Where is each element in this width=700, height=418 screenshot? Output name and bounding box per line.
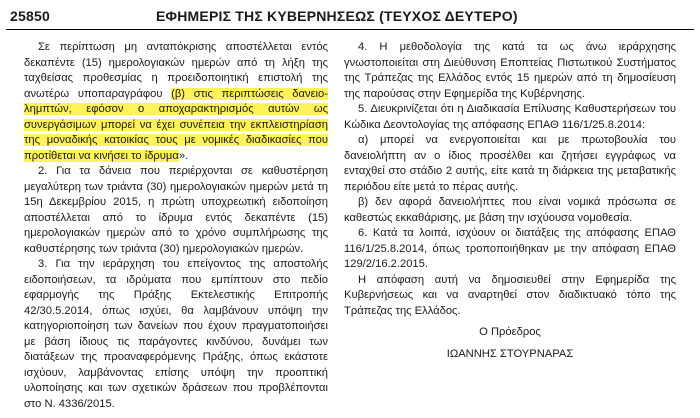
gazette-title: ΕΦΗΜΕΡΙΣ ΤΗΣ ΚΥΒΕΡΝΗΣΕΩΣ (ΤΕΥΧΟΣ ΔΕΥΤΕΡΟ) bbox=[156, 8, 518, 24]
left-column bbox=[24, 40, 328, 412]
paragraph-4: 4. Η μεθοδολογία της κατά τα ως άνω ιεράρχησης γνωστοποιείται στη Διεύθυνση Εποπτείας Πιστωτικού Συστήματος της Τράπεζας της Ελλάδος εντός 15 ημερών από τη δημοσίευση της παρούσας στην Εφημερίδα της Κυβέρνησης. bbox=[344, 41, 676, 100]
paragraph-3: 3. Για την ιεράρχηση του επείγοντος της αποστολής ειδοποιήσεων, τα ιδρύματα που εμπίπτουν στο πεδίο εφαρμογής της Πράξης Εκτελεστικής Επιτροπής 42/30.5.2014, όπως ισχύει, θα λαμβάνουν υπόψη την κατηγοριοποίηση των δανείων που έχουν πραγματοποιήσει με βάση ίδιους τις παράγοντες κινδύνου, δυνάμει των διατάξεων της προαναφερόμενης Πράξης, όπως εκάστοτε ισχύουν, λαμβάνοντας επίσης υπόψη την προοπτική υλοποίησης και των σχετικών δράσεων που προβλέπονται στο Ν. 4336/2015. bbox=[24, 258, 328, 410]
paragraph-1-end: ». bbox=[178, 149, 189, 162]
right-column bbox=[344, 40, 676, 362]
highlighted-text: (β) στις περιπτώσεις δανειο-λημπτών, εφόσον ο αποχαρακτηρισμός αυτών ως συνεργάσιμων μπορεί να έχει συνέπεια την εκπλειστηρίαση της μοναδικής κατοικίας τους με νομικές διαδικασίες που προτίθεται να κινήσει το ίδρυμα bbox=[24, 87, 328, 162]
paragraph-7: Η απόφαση αυτή να δημοσιευθεί στην Εφημερίδα της Κυβερνήσεως και να αναρτηθεί στον διαδικτυακό τόπο της Τράπεζας της Ελλάδος. bbox=[344, 273, 676, 317]
paragraph-6: 6. Κατά τα λοιπά, ισχύουν οι διατάξεις της απόφασης ΕΠΑΘ 116/1/25.8.2014, όπως τροποποιήθηκαν με την απόφαση ΕΠΑΘ 129/2/16.2.2015. bbox=[344, 227, 676, 270]
paragraph-5: 5. Διευκρινίζεται ότι η Διαδικασία Επίλυσης Καθυστερήσεων του Κώδικα Δεοντολογίας της απόφασης ΕΠΑΘ 116/1/25.8.2014: bbox=[344, 103, 676, 131]
header-divider bbox=[6, 29, 694, 30]
signature-role: Ο Πρόεδρος bbox=[479, 326, 541, 338]
paragraph-5b: β) δεν αφορά δανειολήπτες που είναι νομικά πρόσωπα σε καθεστώς εκκαθάρισης, με βάση την ισχύουσα νομοθεσία. bbox=[344, 196, 676, 224]
signature-name: ΙΩΑΝΝΗΣ ΣΤΟΥΡΝΑΡΑΣ bbox=[446, 347, 574, 360]
paragraph-5a: α) μπορεί να ενεργοποιείται και με πρωτοβουλία του δανειολήπτη αν ο ίδιος προσέλθει και ζητήσει εγγράφως να ενταχθεί στο στάδιο 2 αυτής, είτε κατά τη διάρκεια της μεταβατικής περιόδου είτε μετά το πέρας αυτής. bbox=[344, 134, 676, 193]
paragraph-1-text: Σε περίπτωση μη ανταπόκρισης αποστέλλεται εντός δεκαπέντε (15) ημερολογιακών ημερών από τη λήξη της ταχθείσας προθεσμίας η προειδοποιητική επιστολή της ανωτέρω υποπαραγράφου bbox=[24, 41, 328, 100]
paragraph-1 bbox=[24, 40, 328, 164]
paragraph-2: 2. Για τα δάνεια που περιέρχονται σε καθυστέρηση μεγαλύτερη των τριάντα (30) ημερολογιακών ημερών μετά τη 15η Δεκεμβρίου 2015, η πρώτη υποχρεωτική ειδοποίηση αποστέλλεται από το ίδρυμα εντός δεκαπέντε (15) ημερολογιακών ημερών από το χρόνο συμπλήρωσης της καθυστέρησης των τριάντα (30) ημερολογιακών ημερών. bbox=[24, 165, 328, 255]
page-number: 25850 bbox=[10, 8, 50, 24]
page-header bbox=[6, 6, 694, 28]
